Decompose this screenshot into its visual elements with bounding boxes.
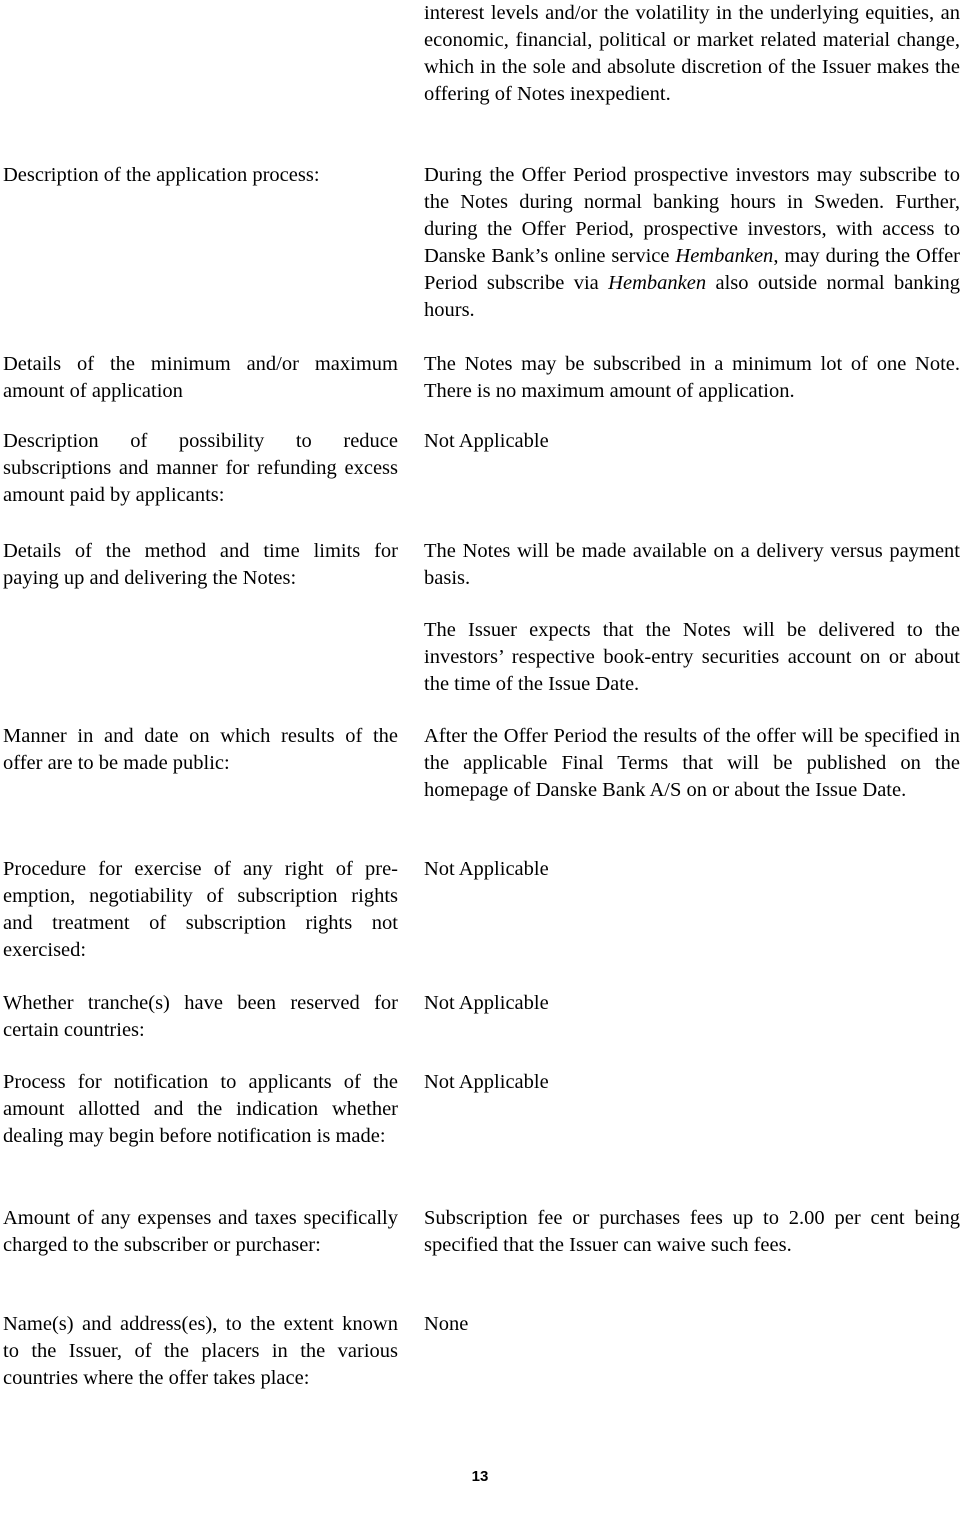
label-paying-delivering: Details of the method and time limits for paying up and delivering the Notes: bbox=[3, 540, 398, 589]
value-tranches-reserved: Not Applicable bbox=[424, 992, 549, 1014]
label-reduce-subscriptions: Description of possibility to reduce subscriptions and manner for refunding excess amount paid by applicants: bbox=[3, 430, 398, 506]
label-results-public: Manner in and date on which results of the offer are to be made public: bbox=[3, 725, 398, 774]
value-expenses-taxes: Subscription fee or purchases fees up to 2.00 per cent being specified that the Issuer can waive such fees. bbox=[424, 1207, 960, 1256]
value-paying-delivering-2: The Issuer expects that the Notes will be delivered to the investors’ respective book-entry securities account on or about the time of the Issue Date. bbox=[424, 619, 960, 695]
value-min-max-application: The Notes may be subscribed in a minimum lot of one Note. There is no maximum amount of application. bbox=[424, 353, 960, 402]
label-min-max-application: Details of the minimum and/or maximum amount of application bbox=[3, 353, 398, 402]
continuation-paragraph: interest levels and/or the volatility in the underlying equities, an economic, financial, political or market related material change, which in the sole and absolute discretion of the Issuer makes the offering of Notes inexpedient. bbox=[424, 2, 960, 105]
label-notification-process: Process for notification to applicants of the amount allotted and the indication whether dealing may begin before notification is made: bbox=[3, 1071, 398, 1147]
label-placers: Name(s) and address(es), to the extent known to the Issuer, of the placers in the various countries where the offer takes place: bbox=[3, 1313, 398, 1389]
label-expenses-taxes: Amount of any expenses and taxes specifically charged to the subscriber or purchaser: bbox=[3, 1207, 398, 1256]
value-pre-emption: Not Applicable bbox=[424, 858, 549, 880]
label-tranches-reserved: Whether tranche(s) have been reserved for certain countries: bbox=[3, 992, 398, 1041]
value-results-public: After the Offer Period the results of the offer will be specified in the applicable Final Terms that will be published on the homepage of Danske Bank A/S on or about the Issue Date. bbox=[424, 725, 960, 801]
value-placers: None bbox=[424, 1313, 469, 1335]
label-pre-emption: Procedure for exercise of any right of pre-emption, negotiability of subscription rights and treatment of subscription rights not exercised: bbox=[3, 858, 398, 961]
page-number: 13 bbox=[471, 1468, 489, 1485]
value-paying-delivering: The Notes will be made available on a delivery versus payment basis. bbox=[424, 540, 960, 589]
label-application-process: Description of the application process: bbox=[3, 164, 320, 186]
value-notification-process: Not Applicable bbox=[424, 1071, 549, 1093]
value-reduce-subscriptions: Not Applicable bbox=[424, 430, 549, 452]
value-application-process: During the Offer Period prospective investors may subscribe to the Notes during normal banking hours in Sweden. Further, during the Offer Period, prospective investors, with access to Danske Bank’s online service Hembanken, may during the Offer Period subscribe via Hembanken also outside normal banking hours. bbox=[424, 164, 960, 321]
